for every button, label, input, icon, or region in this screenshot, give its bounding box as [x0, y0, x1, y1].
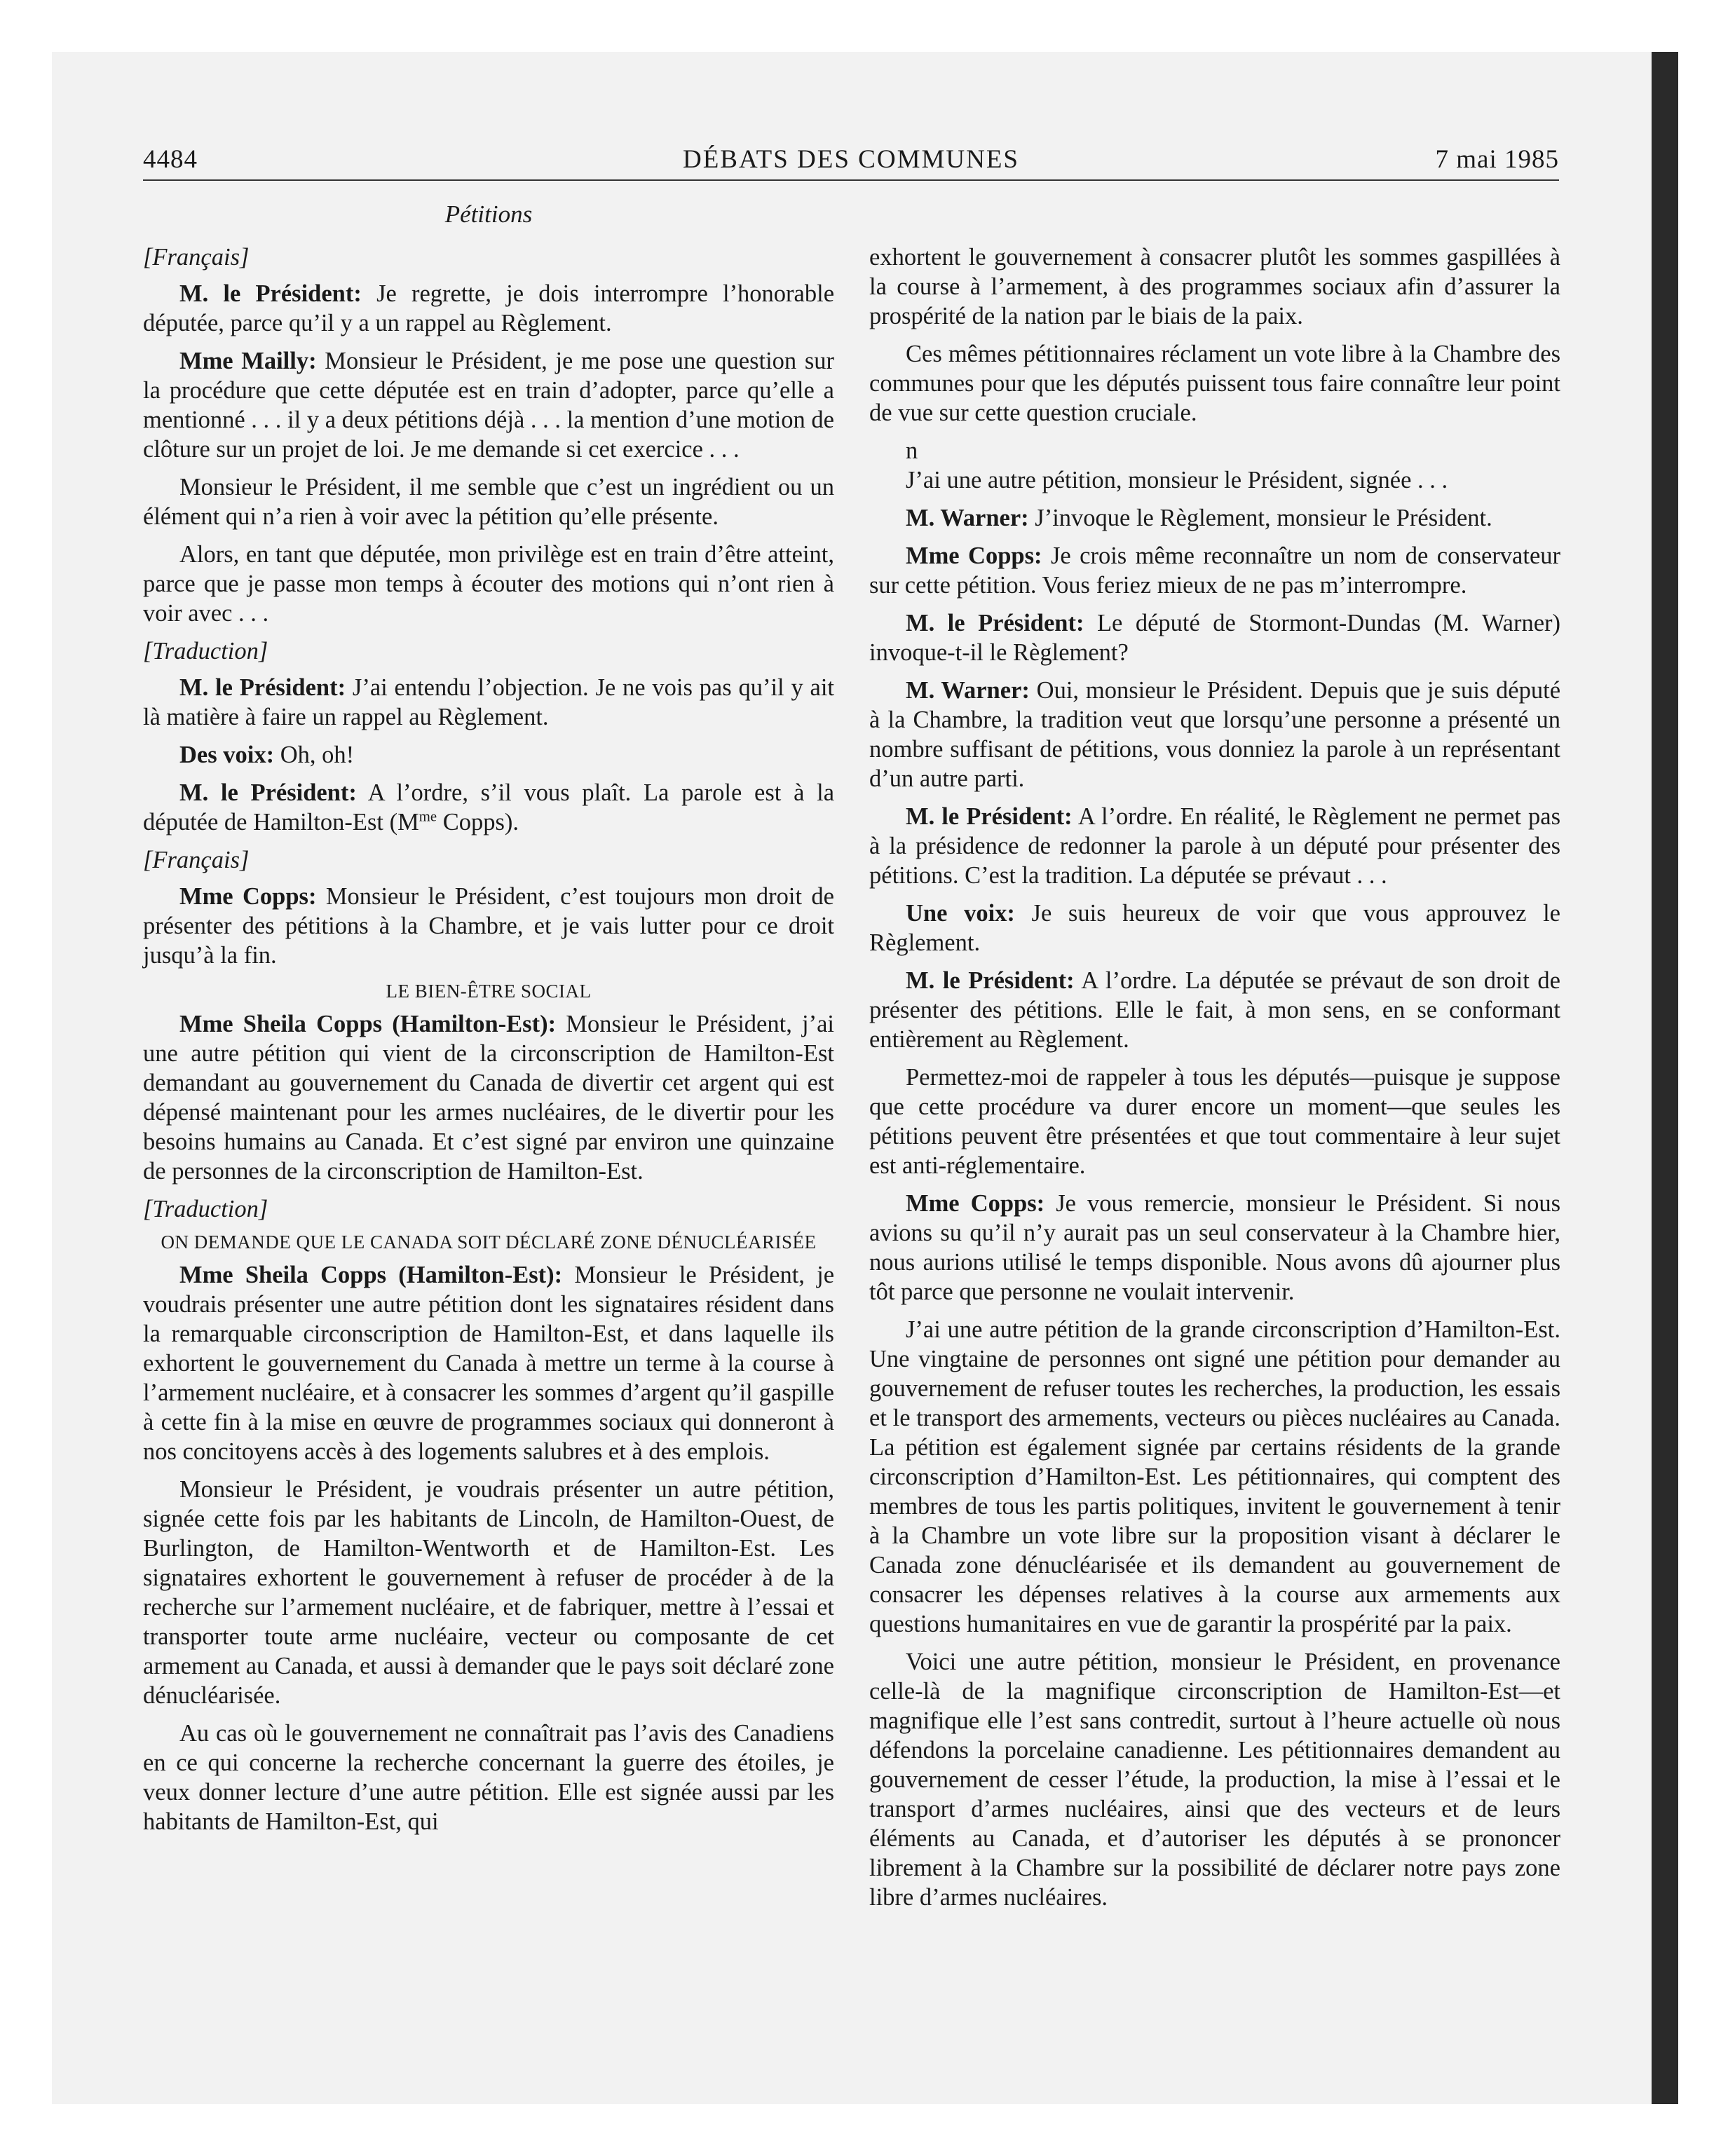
speaker: M. Warner:	[906, 505, 1029, 531]
paragraph: Une voix: Je suis heureux de voir que vous approuvez le Règlement.	[869, 900, 1560, 956]
paragraph: M. le Président: A l’ordre. La députée se prévaut de son droit de présenter des pétitions. Elle le fait, à mon sens, en se conformant entièrement au Règlement.	[869, 967, 1560, 1053]
paragraph: M. le Président: A l’ordre. En réalité, le Règlement ne permet pas à la présidence de redonner la parole à un député pour présenter des pétitions. C’est la tradition. La députée se prévaut . . .	[869, 803, 1560, 889]
paragraph: J’ai une autre pétition, monsieur le Président, signée . . .	[906, 467, 1448, 493]
speaker: M. le Président:	[179, 280, 362, 307]
paragraph: Des voix: Oh, oh!	[179, 742, 355, 768]
publication-title: DÉBATS DES COMMUNES	[682, 145, 1019, 174]
language-marker: [Français]	[143, 847, 250, 873]
paragraph: M. le Président: A l’ordre, s’il vous plaît. La parole est à la députée de Hamilton-Est ($M^{me}$ Copps).	[143, 779, 835, 835]
paragraph: Mme Mailly: Monsieur le Président, je me pose une question sur la procédure que cette députée est en train d’adopter, parce qu’elle a mentionné . . . il y a deux pétitions déjà . . . la mention d’une motion de clôture sur un projet de loi. Je me demande si cet exercice . . .	[143, 348, 835, 463]
speaker: M. le Président:	[179, 674, 346, 701]
paragraph: Mme Sheila Copps (Hamilton-Est): Monsieur le Président, j’ai une autre pétition qui vient de la circonscription de Hamilton-Est demandant au gouvernement du Canada de divertir cet argent qui est dépensé maintenant pour les armes nucléaires, de le divertir pour les besoins humains au Canada. Et c’est signé par environ une quinzaine de personnes de la circonscription de Hamilton-Est.	[143, 1011, 834, 1185]
paragraph: M. Warner: J’invoque le Règlement, monsieur le Président.	[906, 505, 1492, 531]
speaker: Mme Copps:	[906, 543, 1042, 569]
paragraph: M. le Président: Le député de Stormont-Dundas (M. Warner) invoque-t-il le Règlement?	[869, 610, 1561, 666]
paragraph: Mme Copps: Je crois même reconnaître un nom de conservateur sur cette pétition. Vous feriez mieux de ne pas m’interrompre.	[869, 543, 1561, 599]
right-column	[869, 243, 1560, 1920]
scan-edge-bar	[1652, 52, 1678, 2104]
speaker: M. le Président:	[179, 779, 357, 806]
language-marker: [Français]	[143, 244, 250, 271]
paragraph: Au cas où le gouvernement ne connaîtrait pas l’avis des Canadiens en ce qui concerne la recherche concernant la guerre des étoiles, je veux donner lecture d’une autre pétition. Elle est signée aussi par les habitants de Hamilton-Est, qui	[143, 1720, 834, 1835]
speaker: Des voix:	[179, 742, 275, 768]
paragraph: Mme Copps: Monsieur le Président, c’est toujours mon droit de présenter des pétitions à la Chambre, et je vais lutter pour ce droit jusqu’à la fin.	[143, 883, 834, 969]
speaker: Mme Sheila Copps (Hamilton-Est):	[179, 1011, 557, 1037]
paragraph: n	[906, 437, 918, 464]
language-marker: [Traduction]	[143, 1196, 268, 1222]
speaker: Mme Mailly:	[179, 348, 317, 374]
paragraph: Monsieur le Président, il me semble que c’est un ingrédient ou un élément qui n’a rien à voir avec la pétition qu’elle présente.	[143, 474, 834, 530]
paragraph: Alors, en tant que députée, mon privilège est en train d’être atteint, parce que je passe mon temps à écouter des motions qui n’ont rien à voir avec . . .	[143, 541, 834, 627]
paragraph: exhortent le gouvernement à consacrer plutôt les sommes gaspillées à la course à l’armement, à des programmes sociaux afin d’assurer la prospérité de la nation par le biais de la paix.	[869, 244, 1560, 329]
page-number: 4484	[143, 145, 198, 174]
paragraph: Permettez-moi de rappeler à tous les députés—puisque je suppose que cette procédure va durer encore un moment—que seules les pétitions peuvent être présentées et que tout commentaire à leur sujet est anti-réglementaire.	[869, 1064, 1560, 1179]
speaker: Mme Copps:	[179, 883, 317, 910]
speaker: Mme Copps:	[906, 1190, 1045, 1217]
publication-date: 7 mai 1985	[1435, 145, 1559, 174]
subject-heading: ON DEMANDE QUE LE CANADA SOIT DÉCLARÉ ZONE DÉNUCLÉARISÉE	[161, 1231, 817, 1253]
speaker: Une voix:	[906, 900, 1015, 927]
paragraph: M. le Président: Je regrette, je dois interrompre l’honorable députée, parce qu’il y a un rappel au Règlement.	[143, 280, 835, 336]
header-rule	[143, 179, 1559, 181]
paragraph: Voici une autre pétition, monsieur le Président, en provenance celle-là de la magnifique circonscription de Hamilton-Est—et magnifique elle l’est sans contredit, surtout à l’heure actuelle où nous défendons la porcelaine canadienne. Les pétitionnaires demandent au gouvernement de cesser l’étude, la production, la mise à l’essai et le transport d’armes nucléaires, ainsi que des vecteurs et de leurs éléments au Canada, et d’autoriser les députés à se prononcer librement à la Chambre sur la possibilité de déclarer notre pays zone libre d’armes nucléaires.	[869, 1649, 1560, 1911]
paragraph: Mme Copps: Je vous remercie, monsieur le Président. Si nous avions su qu’il n’y aurait pas un seul conservateur à la Chambre hier, nous aurions utilisé le temps disponible. Nous avons dû ajourner plus tôt parce que personne ne voulait intervenir.	[869, 1190, 1560, 1305]
speaker: M. Warner:	[906, 677, 1030, 704]
paragraph: Mme Sheila Copps (Hamilton-Est): Monsieur le Président, je voudrais présenter une autre pétition dont les signataires résident dans la remarquable circonscription de Hamilton-Est, et dans laquelle ils exhortent le gouvernement du Canada à mettre un terme à la course à l’armement nucléaire, et à consacrer les sommes d’argent qu’il gaspille à cette fin à la mise en œuvre de programmes sociaux qui donneront à nos concitoyens accès à des logements salubres et à des emplois.	[143, 1262, 835, 1465]
speaker: M. le Président:	[906, 610, 1084, 636]
running-header	[143, 144, 1559, 181]
paragraph: M. le Président: J’ai entendu l’objection. Je ne vois pas qu’il y ait là matière à faire un rappel au Règlement.	[143, 674, 834, 730]
language-marker: [Traduction]	[143, 638, 268, 664]
speaker: M. le Président:	[906, 803, 1073, 830]
section-title: Pétitions	[444, 200, 533, 228]
paragraph: M. Warner: Oui, monsieur le Président. Depuis que je suis député à la Chambre, la tradition veut que lorsqu’une personne a présenté un nombre suffisant de pétitions, vous donniez la parole à un représentant d’un autre parti.	[869, 677, 1561, 792]
speaker: M. le Président:	[906, 967, 1075, 994]
speaker: Mme Sheila Copps (Hamilton-Est):	[179, 1262, 563, 1288]
paragraph: Monsieur le Président, je voudrais présenter un autre pétition, signée cette fois par les habitants de Lincoln, de Hamilton-Ouest, de Burlington, de Hamilton-Wentworth et de Hamilton-Est. Les signataires exhortent le gouvernement à refuser de procéder à de la recherche sur l’armement nucléaire, et de fabriquer, mettre à l’essai et transporter toute arme nucléaire, vecteur ou composante de cet armement au Canada, et aussi à demander que le pays soit déclaré zone dénucléarisée.	[143, 1476, 834, 1709]
subject-heading: LE BIEN-ÊTRE SOCIAL	[386, 981, 592, 1002]
paragraph: J’ai une autre pétition de la grande circonscription d’Hamilton-Est. Une vingtaine de personnes ont signé une pétition pour demander au gouvernement de refuser toutes les recherches, la production, les essais et le transport des armements, vecteurs ou pièces nucléaires au Canada. La pétition est également signée par certains résidents de la grande circonscription d’Hamilton-Est. Les pétitionnaires, qui comptent des membres de tous les partis politiques, invitent le gouvernement à tenir à la Chambre un vote libre sur la proposition visant à déclarer le Canada zone dénucléarisée et ils demandent au gouvernement de consacrer les dépenses relatives à la course aux armements aux questions humanitaires en vue de garantir la prospérité par la paix.	[869, 1316, 1560, 1637]
left-column	[143, 243, 834, 1845]
paragraph: Ces mêmes pétitionnaires réclament un vote libre à la Chambre des communes pour que les députés puissent tous faire connaître leur point de vue sur cette question cruciale.	[869, 341, 1560, 426]
